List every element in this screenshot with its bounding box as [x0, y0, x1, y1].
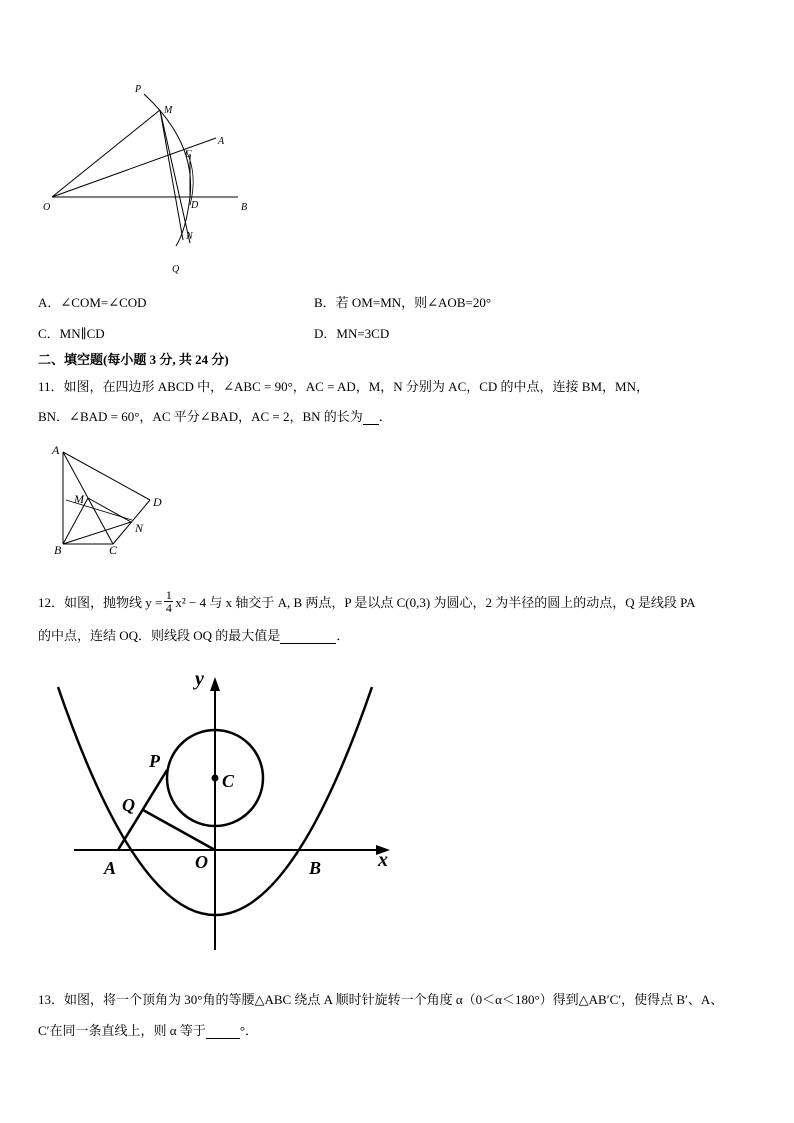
- fig12-label-O: O: [195, 852, 208, 872]
- fig10-label-B: B: [241, 202, 248, 213]
- option-c: C．MN∥CD: [38, 326, 105, 341]
- angle-bisector-figure: [40, 80, 260, 280]
- q13-line2: [38, 1020, 258, 1039]
- fig12-label-P: P: [149, 751, 160, 771]
- q12-line2-text: 的中点，连结 OQ．则线段 OQ 的最大值是: [38, 628, 281, 643]
- q13-line2-text: C′在同一条直线上，则 α 等于: [38, 1023, 206, 1038]
- fig10-label-O: O: [43, 202, 51, 213]
- fig12-label-y: y: [195, 668, 204, 690]
- q11-line2-text: BN．∠BAD = 60°，AC 平分∠BAD，AC = 2，BN 的长为: [38, 409, 363, 424]
- option-b: B．若 OM=MN，则∠AOB=20°: [314, 295, 492, 310]
- fig11-label-N: N: [135, 521, 144, 535]
- fig10-label-A: A: [218, 136, 225, 147]
- q13-answer-blank[interactable]: [206, 1024, 240, 1039]
- q13-line2-end: °．: [239, 1023, 259, 1038]
- fig10-label-D: D: [191, 200, 199, 211]
- q11-line2: [38, 406, 392, 425]
- q12-fraction: [164, 589, 173, 614]
- fig11-label-C: C: [109, 543, 118, 557]
- fig12-label-C: C: [222, 771, 235, 791]
- q11-answer-blank[interactable]: [363, 410, 379, 425]
- fig12-label-Q: Q: [122, 795, 135, 815]
- option-d: D．MN=3CD: [314, 326, 390, 341]
- q12-line1-rest: x² − 4 与 x 轴交于 A, B 两点，P 是以点 C(0,3) 为圆心，2 为半径的圆上的动点，Q 是线段 PA: [175, 595, 696, 610]
- quadrilateral-figure: [36, 440, 176, 560]
- fig10-label-M: M: [164, 105, 173, 116]
- fig10-label-P: P: [135, 84, 142, 95]
- fig10-label-N: N: [186, 231, 193, 242]
- fig11-label-D: D: [153, 495, 162, 509]
- fig11-label-A: A: [52, 443, 60, 457]
- q12-answer-blank[interactable]: [280, 629, 336, 644]
- q11-line2-end: ．: [378, 409, 392, 424]
- q12-frac-num: 1: [165, 588, 172, 602]
- fig12-label-A: A: [104, 858, 117, 878]
- fig12-label-B: B: [309, 858, 322, 878]
- option-a: A．∠COM=∠COD: [38, 295, 147, 310]
- fig11-label-B: B: [54, 543, 62, 557]
- q12-line1: [38, 589, 696, 614]
- q12-line2: [38, 625, 349, 644]
- q11-line1: 11．如图，在四边形 ABCD 中，∠ABC = 90°，AC = AD，M，N 分别为 AC，CD 的中点，连接 BM，MN，: [38, 379, 649, 394]
- fig10-label-Q: Q: [172, 264, 180, 275]
- parabola-figure: [50, 665, 400, 955]
- fig12-label-x: x: [378, 849, 388, 871]
- fig10-label-C: C: [185, 149, 192, 160]
- q12-frac-den: 4: [165, 601, 172, 615]
- section-heading: 二、填空题(每小题 3 分, 共 24 分): [38, 352, 229, 367]
- q12-line1-prefix: 12．如图，抛物线 y =: [38, 595, 163, 610]
- q12-line2-end: ．: [336, 628, 350, 643]
- fig11-label-M: M: [74, 492, 84, 506]
- q13-line1: 13．如图，将一个顶角为 30°角的等腰△ABC 绕点 A 顺时针旋转一个角度 α（0＜α＜180°）得到△AB′C′，使得点 B′、A、: [38, 992, 724, 1007]
